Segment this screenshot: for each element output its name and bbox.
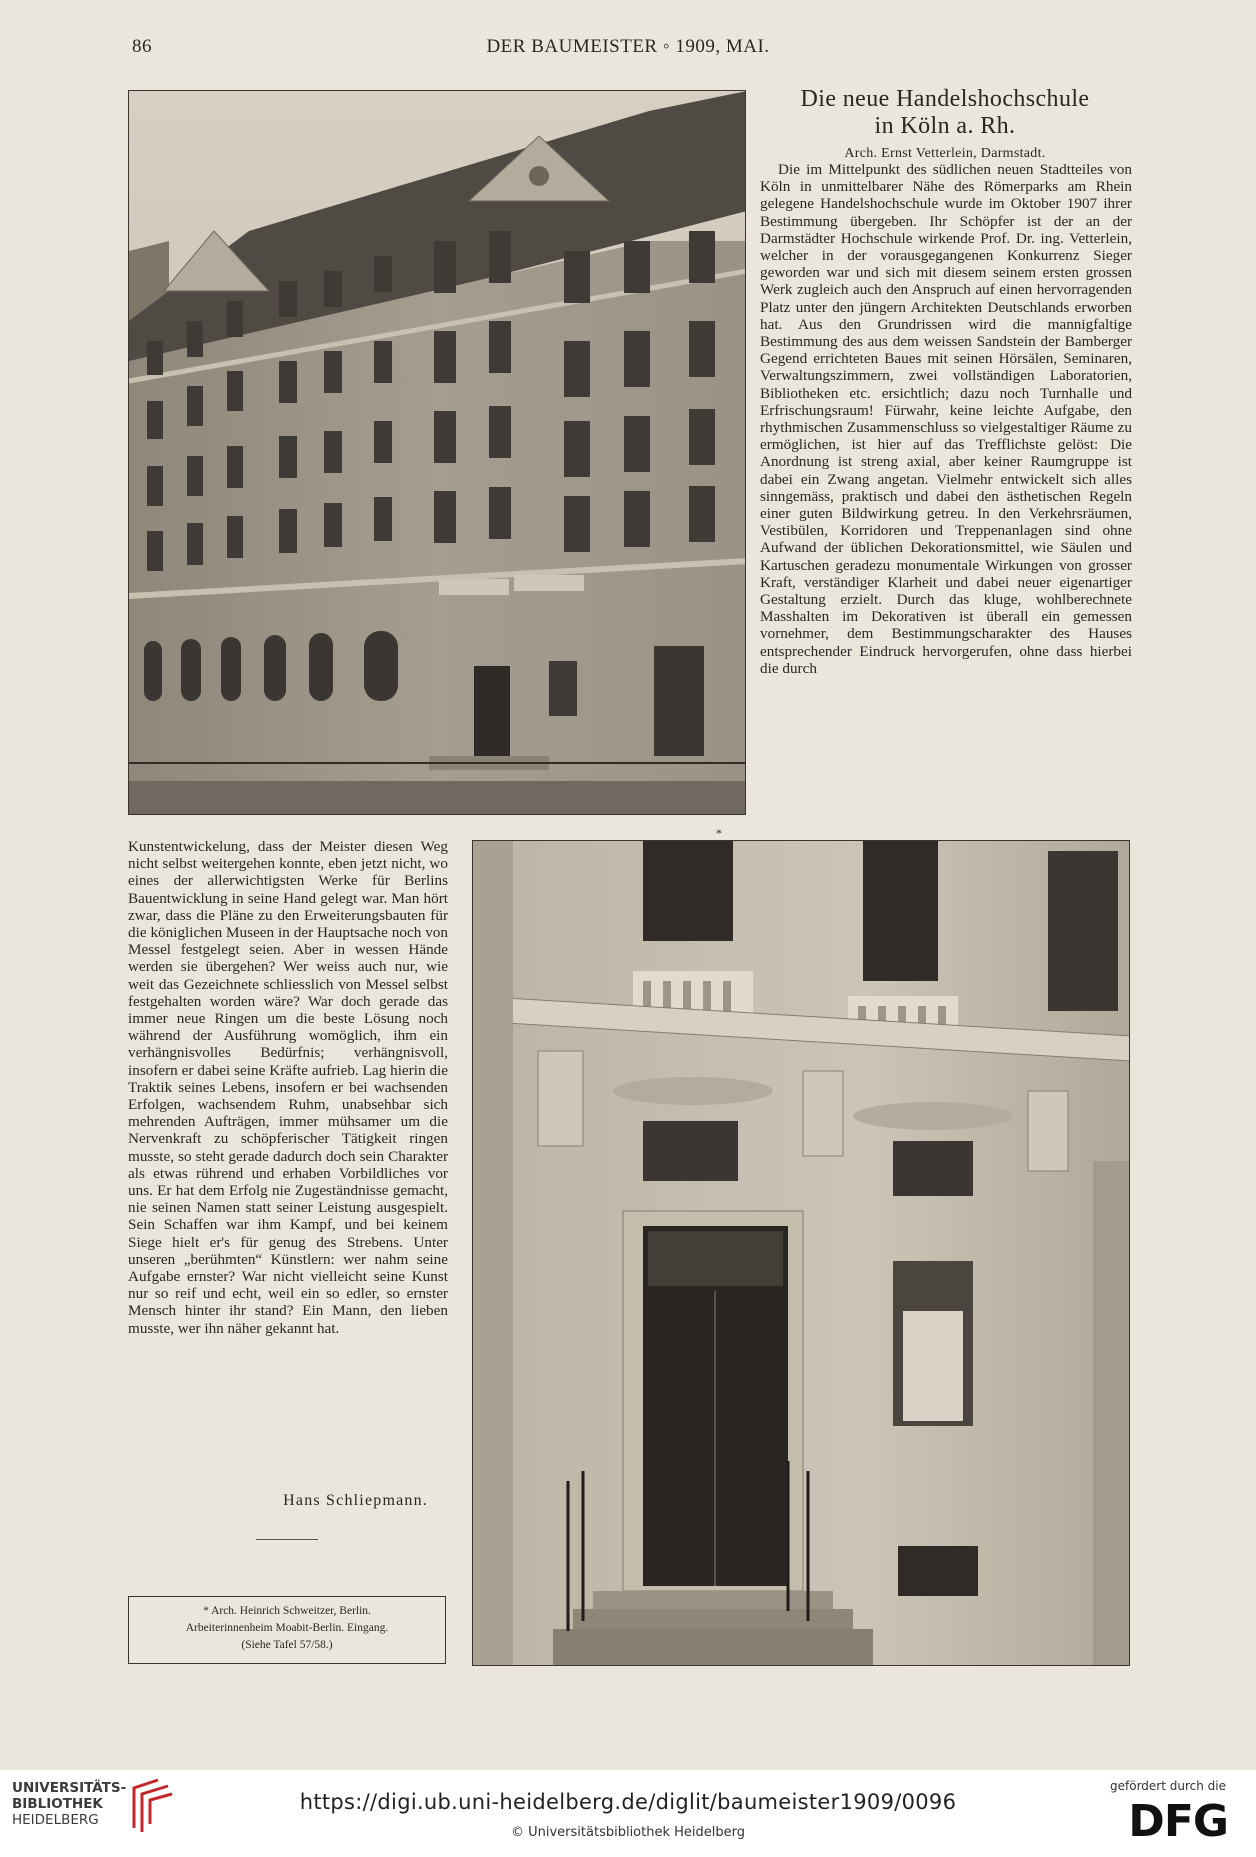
article-header	[760, 86, 1130, 164]
entrance-detail-photo	[472, 840, 1130, 1666]
page-number: 86	[132, 36, 152, 57]
journal-title: DER BAUMEISTER ◦ 1909, MAI.	[486, 36, 770, 57]
article-body-text: Die im Mittelpunkt des südlichen neuen Stadtteiles von Köln in unmittelbarer Nähe des Römerparks am Rhein gelegene Handelshochschule wurde im Oktober 1907 ihrer Bestimmung übergeben. Ihr Schöpfer ist der an der Darmstädter Hochschule wirkende Prof. Dr. ing. Vetterlein, welcher in der vorausgegangenen Konkurrenz Sieger geworden war und sich mit diesem seinem ersten grossen Werk zugleich auch den Anspruch auf einen hervorragenden Platz unter den jüngern Architekten Deutschlands erworben hat. Aus den Grundrissen wird die mannigfaltige Bestimmung des aus dem weissen Sandstein der Bamberger Gegend errichteten Baues mit seinen Hörsälen, Seminaren, Verwaltungszimmern, zwei vollständigen Laboratorien, Bibliotheken etc. ersichtlich; dazu noch Turnhalle und Erfrischungsraum! Fürwahr, keine leichte Aufgabe, den rhythmischen Zusammenschluss so vielgestaltiger Räume zu ermöglichen, ist hier auf das Trefflichste gelöst: Die Anordnung ist streng axial, aber keiner Raumgruppe ist dabei ein Zwang angetan. Vielmehr entwickelt sich alles sinngemäss, praktisch und dabei den ästhetischen Regeln einer guten Bildwirkung getreu. In den Verkehrsräumen, Vestibülen, Korridoren und Treppenanlagen sind ohne Aufwand der üblichen Dekorationsmittel, wie Säulen und Kartuschen geradezu monumentale Wirkungen von grosser Kraft, verständiger Klarheit und dabei neuer eigenartiger Gestaltung erzielt. Durch das kluge, wohlberechnete Masshalten im Dekorativen ist überall ein gemessen vornehmer, dem Bestimmungscharakter des Hauses entsprechender Eindruck hervorgerufen, ohne dass hierbei die durch	[760, 161, 1132, 677]
photo-caption-box	[128, 1596, 446, 1664]
article-title-line1: Die neue Handelshochschule	[800, 86, 1090, 112]
building-facade-photo	[128, 90, 746, 815]
library-name-line3: HEIDELBERG	[12, 1812, 99, 1828]
author-signature: Hans Schliepmann.	[283, 1492, 428, 1509]
caption-marker: *	[716, 826, 722, 840]
left-column-text: Kunstentwickelung, dass der Meister diesen Weg nicht selbst weitergehen konnte, eben jetzt nicht, wo eines der allerwichtigsten Werke für Berlins Bauentwicklung in seine Hand gelegt war. Man hört zwar, dass die Pläne zu den Erweiterungsbauten für die königlichen Museen in der Hauptsache noch von Messel festgelegt seien. Aber in wessen Hände werden sie übergehen? Wer weiss auch nur, wie weit das Gezeichnete schliesslich von Messel selbst festgehalten worden wäre? War doch gerade das immer neue Ringen um die beste Lösung noch während der Ausführung womöglich, ihm ein verhängnisvolles Bedürfnis; verhängnisvoll, insofern er dabei seine Kräfte aufrieb. Lag hierin die Traktik seines Lebens, insofern er bei wachsenden Erfolgen, wachsendem Ruhm, unabsehbar sich mehrenden Aufträgen, immer mühsamer um die Nervenkraft zu schöpferischer Tätigkeit ringen musste, so steht gerade dadurch doch sein Charakter als etwas rührend und erhaben Vorbildliches vor uns. Er hat dem Erfolg nie Zugeständnisse gemacht, nie seinen Namen statt seiner Leistung ausgespielt. Sein Schaffen war ihm Kampf, und bei keinem Siege hielt er's für genug des Strebens. Unter unseren „berühmten“ Künstlern: wer nahm seine Aufgabe ernster? War nicht vielleicht seine Kunst nur so reif und echt, weil ein so edler, so ernster Mensch hinter ihr stand? Ein Mann, den lieben musste, wer ihn näher gekannt hat.	[128, 838, 448, 1337]
article-title-line2: in Köln a. Rh.	[874, 113, 1016, 139]
copyright-notice: © Universitätsbibliothek Heidelberg	[510, 1825, 745, 1840]
footer-bar	[0, 1770, 1256, 1857]
page-permalink[interactable]: https://digi.ub.uni-heidelberg.de/diglit/baumeister1909/0096	[299, 1790, 957, 1814]
running-head	[128, 36, 1128, 62]
library-name-line1: UNIVERSITÄTS-	[12, 1780, 127, 1796]
library-name-line2: BIBLIOTHEK	[12, 1796, 103, 1812]
caption-line3: (Siehe Tafel 57/58.)	[241, 1639, 333, 1651]
section-divider	[256, 1539, 318, 1540]
caption-line2: Arbeiterinnenheim Moabit-Berlin. Eingang.	[185, 1622, 389, 1634]
article-author: Arch. Ernst Vetterlein, Darmstadt.	[844, 146, 1046, 161]
dfg-logo: DFG	[1128, 1796, 1228, 1847]
caption-line1: * Arch. Heinrich Schweitzer, Berlin.	[203, 1605, 371, 1617]
funding-note: gefördert durch die	[1110, 1779, 1226, 1793]
